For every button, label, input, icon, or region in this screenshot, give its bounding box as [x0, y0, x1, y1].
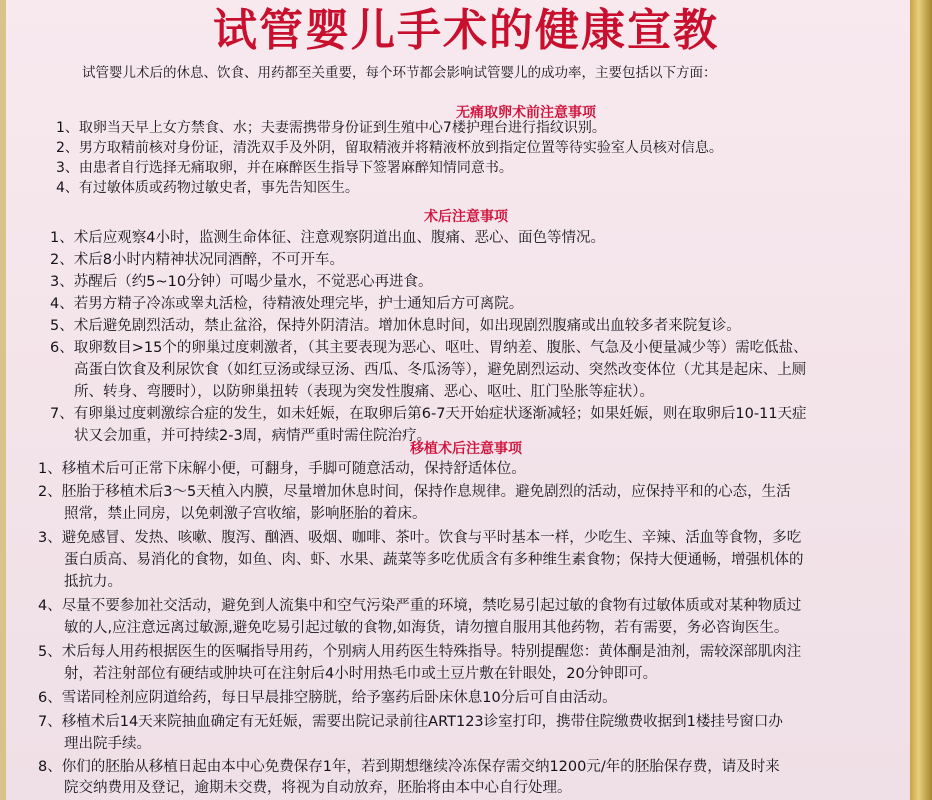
item-number: 4、 [50, 296, 74, 312]
item-text: 尽量不要参加社交活动，避免到人流集中和空气污染严重的环境，禁吃易引起过敏的食物有过敏体质或对某种物质过 [61, 598, 802, 614]
item-number: 1、 [50, 230, 74, 246]
item-number: 5、 [50, 318, 74, 334]
item-number: 6、 [38, 690, 62, 706]
list-item [56, 138, 723, 159]
list-item [50, 338, 808, 359]
section-heading: 移植术后注意事项 [410, 441, 522, 457]
list-item [56, 118, 606, 139]
list-item [38, 481, 791, 503]
item-text: 胚胎于移植术后3～5天植入内膜，尽量增加休息时间，保持作息规律。避免剧烈的活动，应保持平和的心态，生活 [61, 484, 791, 500]
item-text: 有卵巢过度刺激综合症的发生，如未妊娠，在取卵后第6-7天开始症状逐渐减轻；如果妊娠，则在取卵后10-11天症 [73, 406, 807, 422]
item-text: 移植术后可正常下床解小便，可翻身，手脚可随意活动，保持舒适体位。 [61, 461, 526, 477]
list-item [38, 687, 617, 709]
item-number: 3、 [50, 274, 74, 290]
item-number: 7、 [38, 714, 62, 730]
item-text-continued: 敏的人,应注意远离过敏源,避免吃易引起过敏的食物,如海货，请勿擅自服用其他药物，若有需要，务必咨询医生。 [64, 620, 789, 636]
item-text: 术后避免剧烈活动，禁止盆浴，保持外阴清洁。增加休息时间，如出现剧烈腹痛或出血较多者来院复诊。 [73, 318, 741, 334]
list-item [50, 316, 741, 337]
item-text: 雪诺同栓剂应阴道给药，每日早晨排空膀胱，给予塞药后卧床休息10分后可自由活动。 [61, 690, 617, 706]
item-text-continued: 状又会加重，并可持续2-3周，病情严重时需住院治疗。 [74, 428, 432, 444]
item-text: 移植术后14天来院抽血确定有无妊娠，需要出院记录前往ART123诊室打印，携带住院缴费收据到1楼挂号窗口办 [61, 714, 783, 730]
list-item [38, 595, 801, 617]
item-text: 男方取精前核对身份证，清洗双手及外阴，留取精液并将精液杯放到指定位置等待实验室人员核对信息。 [78, 140, 723, 156]
item-number: 1、 [56, 120, 79, 136]
item-number: 8、 [38, 759, 62, 775]
item-number: 4、 [56, 180, 79, 196]
list-item [50, 294, 523, 315]
item-number: 7、 [50, 406, 74, 422]
item-number: 4、 [38, 598, 62, 614]
item-text-continued: 所、转身、弯腰时），以防卵巢扭转（表现为突发性腹痛、恶心、呕吐、肛门坠胀等症状）。 [74, 384, 654, 400]
item-text: 避免感冒、发热、咳嗽、腹泻、酗酒、吸烟、咖啡、茶叶。饮食与平时基本一样，少吃生、辛辣、活血等食物，多吃 [61, 530, 802, 546]
item-text: 你们的胚胎从移植日起由本中心免费保存1年，若到期想继续冷冻保存需交纳1200元/年的胚胎保存费，请及时来 [61, 759, 780, 775]
item-text-continued: 理出院手续。 [64, 736, 151, 752]
list-item [50, 272, 433, 293]
item-number: 1、 [38, 461, 62, 477]
item-number: 3、 [56, 160, 79, 176]
list-item [38, 711, 783, 733]
intro-text: 试管婴儿术后的休息、饮食、用药都至关重要，每个环节都会影响试管婴儿的成功率，主要包括以下方面： [82, 65, 717, 81]
list-item [38, 756, 780, 778]
poster-frame-left [0, 0, 6, 800]
item-text: 术后应观察4小时，监测生命体征、注意观察阴道出血、腹痛、恶心、面色等情况。 [73, 230, 605, 246]
item-number: 2、 [38, 484, 62, 500]
poster-title: 试管婴儿手术的健康宣教 [213, 5, 719, 56]
item-text: 苏醒后（约5~10分钟）可喝少量水，不觉恶心再进食。 [73, 274, 433, 290]
item-number: 6、 [50, 340, 74, 356]
item-number: 3、 [38, 530, 62, 546]
item-text: 有过敏体质或药物过敏史者，事先告知医生。 [78, 180, 359, 196]
item-text: 若男方精子冷冻或睾丸活检，待精液处理完毕，护士通知后方可离院。 [73, 296, 524, 312]
item-number: 5、 [38, 644, 62, 660]
list-item [38, 527, 801, 549]
list-item [56, 178, 359, 199]
item-number: 2、 [56, 140, 79, 156]
item-text-continued: 抵抗力。 [64, 574, 122, 590]
list-item [50, 250, 344, 271]
item-text-continued: 蛋白质高、易消化的食物，如鱼、肉、虾、水果、蔬菜等多吃优质含有多种维生素食物；保持大便通畅，增强机体的 [64, 552, 804, 568]
list-item [50, 404, 807, 425]
item-text: 术后每人用药根据医生的医嘱指导用药，个别病人用药医生特殊指导。特别提醒您：黄体酮是油剂，需较深部肌肉注 [61, 644, 802, 660]
item-text: 术后8小时内精神状况同酒醉，不可开车。 [73, 252, 344, 268]
item-text-continued: 照常，禁止同房，以免刺激子宫收缩，影响胚胎的着床。 [64, 506, 427, 522]
item-text: 取卵数目>15个的卵巢过度刺激者，（其主要表现为恶心、呕吐、胃纳差、腹胀、气急及小便量减少等）需吃低盐、 [73, 340, 808, 356]
item-text: 取卵当天早上女方禁食、水；夫妻需携带身份证到生殖中心7楼护理台进行指纹识别。 [78, 120, 606, 136]
item-text: 由患者自行选择无痛取卵，并在麻醉医生指导下签署麻醉知情同意书。 [78, 160, 513, 176]
section-heading: 术后注意事项 [424, 209, 508, 225]
list-item [38, 458, 526, 480]
list-item [50, 228, 605, 249]
item-text-continued: 高蛋白饮食及利尿饮食（如红豆汤或绿豆汤、西瓜、冬瓜汤等），避免剧烈运动、突然改变体位（尤其是起床、上厕 [74, 362, 807, 378]
list-item [56, 158, 513, 179]
item-text-continued: 院交纳费用及登记，逾期未交费，将视为自动放弃，胚胎将由本中心自行处理。 [64, 780, 572, 796]
item-number: 2、 [50, 252, 74, 268]
item-text-continued: 射，若注射部位有硬结或肿块可在注射后4小时用热毛巾或土豆片敷在针眼处，20分钟即可。 [64, 666, 658, 682]
section-heading: 无痛取卵术前注意事项 [456, 105, 596, 121]
list-item [38, 641, 801, 663]
